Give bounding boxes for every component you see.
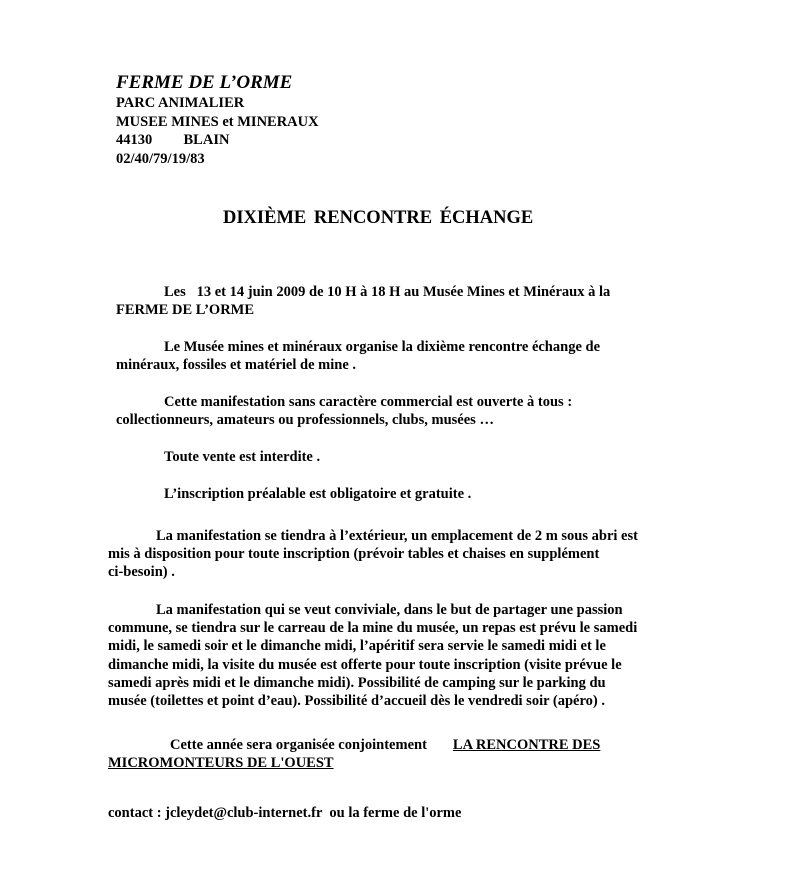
paragraph-exterieur bbox=[108, 527, 708, 582]
paragraph-conviviale-line2: commune, se tiendra sur le carreau de la mine du musée, un repas est prévu le samedi bbox=[108, 620, 638, 637]
city: BLAIN bbox=[183, 132, 230, 148]
paragraph-manifestation bbox=[116, 393, 716, 429]
paragraph-inscription: L’inscription préalable est obligatoire et gratuite . bbox=[164, 486, 472, 502]
paragraph-dates-line2: FERME DE L’ORME bbox=[116, 302, 255, 319]
paragraph-exterieur-line3: ci-besoin) . bbox=[108, 564, 175, 581]
paragraph-organisation-line2: minéraux, fossiles et matériel de mine . bbox=[116, 357, 357, 374]
page-title: DIXIÈME RENCONTRE ÉCHANGE bbox=[223, 208, 534, 228]
header-line-parc: PARC ANIMALIER bbox=[116, 95, 245, 111]
paragraph-conviviale-line1: La manifestation qui se veut conviviale, dans le but de partager une passion bbox=[156, 602, 623, 618]
organization-name: FERME DE L’ORME bbox=[116, 72, 293, 93]
paragraph-conviviale bbox=[108, 601, 708, 710]
paragraph-micromonteurs bbox=[108, 736, 708, 772]
paragraph-organisation-line1: Le Musée mines et minéraux organise la dixième rencontre échange de bbox=[164, 339, 600, 355]
phone-number: 02/40/79/19/83 bbox=[116, 151, 205, 167]
paragraph-manifestation-line1: Cette manifestation sans caractère commercial est ouverte à tous : bbox=[164, 394, 573, 410]
paragraph-exterieur-line2: mis à disposition pour toute inscription (prévoir tables et chaises en supplément bbox=[108, 546, 600, 563]
event-name-line2: MICROMONTEURS DE L'OUEST bbox=[108, 755, 334, 772]
header-address bbox=[116, 131, 229, 150]
paragraph-micromonteurs-prefix: Cette année sera organisée conjointement bbox=[170, 737, 427, 753]
paragraph-conviviale-line3: midi, le samedi soir et le dimanche midi, l’apéritif sera servie le samedi midi et le bbox=[108, 638, 606, 655]
paragraph-dates bbox=[116, 283, 716, 319]
postal-code: 44130 bbox=[116, 132, 153, 148]
paragraph-dates-line1: Les 13 et 14 juin 2009 de 10 H à 18 H au Musée Mines et Minéraux à la bbox=[164, 284, 611, 300]
paragraph-manifestation-line2: collectionneurs, amateurs ou professionnels, clubs, musées … bbox=[116, 412, 494, 429]
paragraph-conviviale-line4: dimanche midi, la visite du musée est offerte pour toute inscription (visite prévue le bbox=[108, 656, 622, 673]
paragraph-vente-interdite: Toute vente est interdite . bbox=[164, 449, 321, 465]
paragraph-organisation bbox=[116, 338, 716, 374]
paragraph-exterieur-line1: La manifestation se tiendra à l’extérieur, un emplacement de 2 m sous abri est bbox=[156, 528, 638, 544]
header-line-musee: MUSEE MINES et MINERAUX bbox=[116, 114, 319, 130]
event-name-line1: LA RENCONTRE DES bbox=[452, 737, 601, 753]
paragraph-conviviale-line5: samedi après midi et le dimanche midi). Possibilité de camping sur le parking du bbox=[108, 674, 606, 691]
contact-line: contact : jcleydet@club-internet.fr ou la ferme de l'orme bbox=[108, 805, 462, 821]
paragraph-conviviale-line6: musée (toilettes et point d’eau). Possibilité d’accueil dès le vendredi soir (apéro) . bbox=[108, 693, 605, 710]
